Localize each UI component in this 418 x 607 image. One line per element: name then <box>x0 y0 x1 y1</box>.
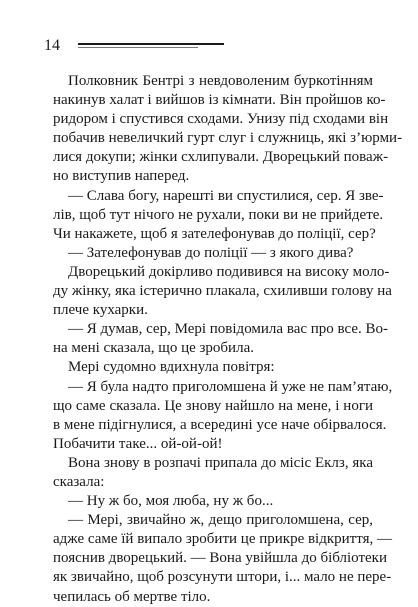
text-line: чепилась об мертве тіло. <box>53 588 211 605</box>
text-line: адже саме їй випало зробити це прикре відкриття, — <box>53 531 392 548</box>
header-rule-thin <box>78 47 198 48</box>
text-line: що саме сказала. Це знову найшло на мене, і ноги <box>53 397 373 414</box>
text-line: лися докупи; жінки схлипували. Дворецький поваж- <box>53 149 389 166</box>
text-line: Полковник Бентрі з невдоволеним буркотінням <box>68 73 373 89</box>
body-text <box>53 72 403 607</box>
text-line: Чи накажете, щоб я зателефонував до поліції, сер? <box>53 225 376 242</box>
text-line: накинув халат і вийшов із кімнати. Він пройшов ко- <box>53 92 386 109</box>
page-number: 14 <box>44 37 60 54</box>
text-line: — Мері, звичайно ж, дещо приголомшена, сер, <box>68 512 373 529</box>
text-line: Дворецький докірливо подивився на високу моло- <box>68 263 390 280</box>
text-line: лів, щоб тут нічого не рухали, поки ви не прийдете. <box>53 206 384 223</box>
text-line: сказала: <box>53 473 105 490</box>
text-line: плече кухарки. <box>53 302 148 319</box>
text-line: на мені сказала, що це зробила. <box>53 340 254 357</box>
text-line: — Зателефонував до поліції — з якого дива? <box>68 244 354 261</box>
text-line: — Ну ж бо, моя люба, ну ж бо... <box>68 493 274 510</box>
text-line: пояснив дворецький. — Вона увійшла до бібліотеки <box>53 550 387 567</box>
text-line: як звичайно, щоб розсунути штори, і... мало не пере- <box>53 569 392 586</box>
text-line: в мене підігнулися, а всередині усе наче обірвалося. <box>53 416 387 433</box>
text-line: Вона знову в розпачі припала до місіс Еклз, яка <box>68 454 373 471</box>
header-rule <box>78 43 224 45</box>
page-header <box>44 36 234 56</box>
text-line: побачив невеличкий гурт слуг і служниць, які з’юрми- <box>53 130 403 147</box>
text-line: Побачити таке... ой-ой-ой! <box>53 435 223 452</box>
text-line: Мері судомно вдихнула повітря: <box>68 359 275 376</box>
text-line: ридором і спустився сходами. Унизу під сходами він <box>53 111 389 128</box>
text-line: — Я думав, сер, Мері повідомила вас про все. Во- <box>68 321 389 338</box>
text-line: но виступив наперед. <box>53 168 190 185</box>
text-line: — Я була надто приголомшена й уже не пам’ятаю, <box>68 378 393 395</box>
text-line: — Слава богу, нарешті ви спустилися, сер. Я зве- <box>68 187 384 204</box>
text-line: ду жінку, яка істерично плакала, схиливши голову на <box>53 283 392 300</box>
